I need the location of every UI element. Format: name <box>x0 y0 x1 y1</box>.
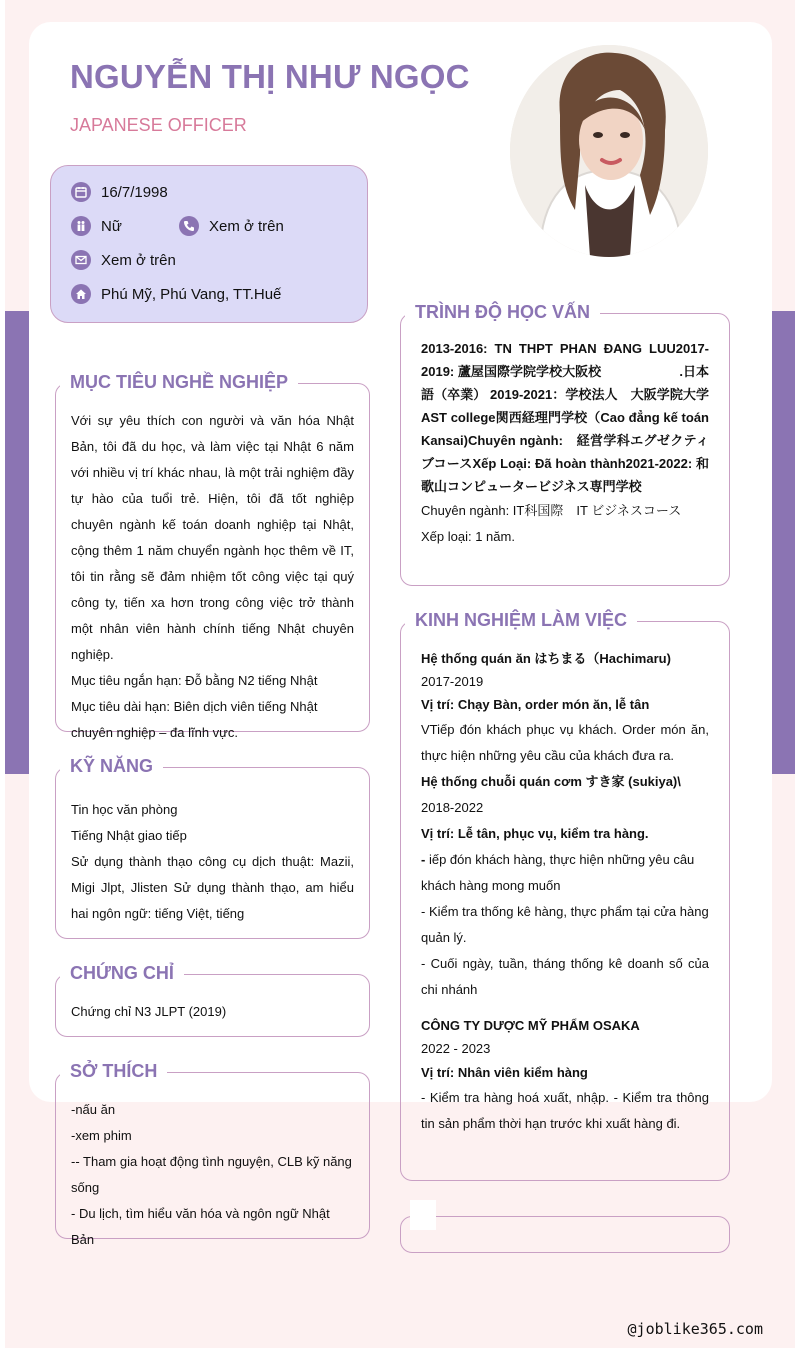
hobby-item: -nấu ăn <box>71 1102 116 1117</box>
contact-gender <box>71 216 122 236</box>
job-description: VTiếp đón khách phục vụ khách. Order món ăn, thực hiện những yêu cầu của khách đưa ra. <box>421 722 709 763</box>
phone-value: Xem ở trên <box>209 217 284 235</box>
objective-short-term: Mục tiêu ngắn hạn: Đỗ bằng N2 tiếng Nhật <box>71 673 318 688</box>
job-position: Vị trí: Chạy Bàn, order món ăn, lễ tân <box>421 697 650 712</box>
education-grade: Xếp loại: 1 năm. <box>421 529 515 544</box>
certificate-item: Chứng chỉ N3 JLPT (2019) <box>71 1004 227 1019</box>
contact-address <box>71 284 281 304</box>
education-major: Chuyên ngành: IT科国際 IT ビジネスコース <box>421 503 682 518</box>
watermark: @joblike365.com <box>627 1320 763 1338</box>
empty-section-title <box>410 1200 436 1230</box>
contact-phone <box>179 216 284 236</box>
job-description: - Kiểm tra hàng hoá xuất, nhập. - Kiểm tra thông tin sản phẩm thời hạn trước khi xuất hàng đi. <box>421 1090 709 1131</box>
address-value: Phú Mỹ, Phú Vang, TT.Huế <box>101 285 282 303</box>
birthday-value: 16/7/1998 <box>101 183 168 201</box>
contact-birthday <box>71 182 168 202</box>
skill-item: Tiếng Nhật giao tiếp <box>71 828 187 843</box>
objective-body <box>71 408 354 746</box>
certificates-list <box>71 999 354 1025</box>
job-description-text: iếp đón khách hàng, thực hiện những yêu câu khách hàng mong muốn <box>421 852 695 893</box>
objective-title: MỤC TIÊU NGHỀ NGHIỆP <box>60 372 298 393</box>
job-description: - Cuối ngày, tuần, tháng thống kê doanh số của chi nhánh <box>421 956 709 997</box>
hobby-item: -- Tham gia hoạt động tình nguyện, CLB kỹ năng sống <box>71 1154 352 1195</box>
skills-title: KỸ NĂNG <box>60 756 163 777</box>
skills-list <box>71 797 354 927</box>
job-title: JAPANESE OFFICER <box>70 115 247 135</box>
education-body <box>421 337 709 550</box>
job-description <box>421 847 709 899</box>
objective-long-term: Mục tiêu dài hạn: Biên dịch viên tiếng Nhật chuyên nghiệp – đa lĩnh vực. <box>71 699 318 740</box>
objective-paragraph: Với sự yêu thích con người và văn hóa Nhật Bản, tôi đã du học, và làm việc tại Nhật 6 năm với nhiều vị trí khác nhau, là một trải nghiệm đầy tự hào của tuổi trẻ. Hiện, tôi đã tốt nghiệp chuyên ngành kế toán doanh nghiệp tại Nhật, cộng thêm 1 năm chuyển ngành học thêm về IT, tôi tin rằng sẽ đảm nhiệm tốt công việc tại quý công ty, tiến xa hơn trong công việc trở thành một nhân viên hành chính tiếng Nhật chuyên nghiệp. <box>71 413 354 662</box>
mail-icon <box>71 250 91 270</box>
skill-item: Tin học văn phòng <box>71 802 178 817</box>
job-company: Hệ thống chuỗi quán cơm すき家 (sukiya)\ <box>421 774 681 789</box>
candidate-name: NGUYỄN THỊ NHƯ NGỌC <box>70 58 470 95</box>
job-period: 2017-2019 <box>421 674 484 689</box>
experience-body <box>421 647 709 1137</box>
education-title: TRÌNH ĐỘ HỌC VẤN <box>405 302 600 323</box>
gender-value: Nữ <box>101 217 122 235</box>
contact-box <box>50 165 368 323</box>
hobby-item: - Du lịch, tìm hiểu văn hóa và ngôn ngữ Nhật Bản <box>71 1206 330 1247</box>
left-accent-band <box>5 311 29 774</box>
hobbies-list <box>71 1097 354 1253</box>
email-value: Xem ở trên <box>101 251 176 269</box>
skill-item: Sử dụng thành thạo công cụ dịch thuật: Mazii, Migi Jlpt, Jlisten Sử dụng thành thạo, am hiểu hai ngôn ngữ: tiếng Việt, tiếng <box>71 854 354 921</box>
hobbies-title: SỞ THÍCH <box>60 1061 167 1082</box>
job-company: CÔNG TY DƯỢC MỸ PHẨM OSAKA <box>421 1018 640 1033</box>
phone-icon <box>179 216 199 236</box>
job-description: - Kiểm tra thống kê hàng, thực phẩm tại cửa hàng quản lý. <box>421 904 709 945</box>
contact-email <box>71 250 176 270</box>
education-history: 2013-2016: TN THPT PHAN ĐANG LUU2017-2019: 蘆屋国際学院学校大阪校 .日本語（卒業） 2019-2021：学校法人 大阪学院大学 AST college関西経理門学校（Cao đẳng kế toán Kansai)Chuyên ngành: 経営学科エグゼクティブコースXếp Loại: Đã hoàn thành2021-2022: 和歌山コンピュータービジネス専門学校 <box>421 341 709 494</box>
hobby-item: -xem phim <box>71 1128 132 1143</box>
job-description-lead: - <box>421 852 429 867</box>
job-period: 2018-2022 <box>421 800 484 815</box>
experience-title: KINH NGHIỆM LÀM VIỆC <box>405 610 637 631</box>
calendar-icon <box>71 182 91 202</box>
certificates-title: CHỨNG CHỈ <box>60 963 184 984</box>
gender-icon <box>71 216 91 236</box>
home-icon <box>71 284 91 304</box>
job-period: 2022 - 2023 <box>421 1041 491 1056</box>
job-company: Hệ thống quán ăn はちまる（Hachimaru) <box>421 651 671 666</box>
avatar <box>510 45 708 257</box>
right-accent-band <box>771 311 795 774</box>
job-position: Vị trí: Nhân viên kiểm hàng <box>421 1065 588 1080</box>
job-position: Vị trí: Lễ tân, phục vụ, kiểm tra hàng. <box>421 826 649 841</box>
cv-page <box>5 0 795 1348</box>
empty-section <box>400 1216 730 1253</box>
